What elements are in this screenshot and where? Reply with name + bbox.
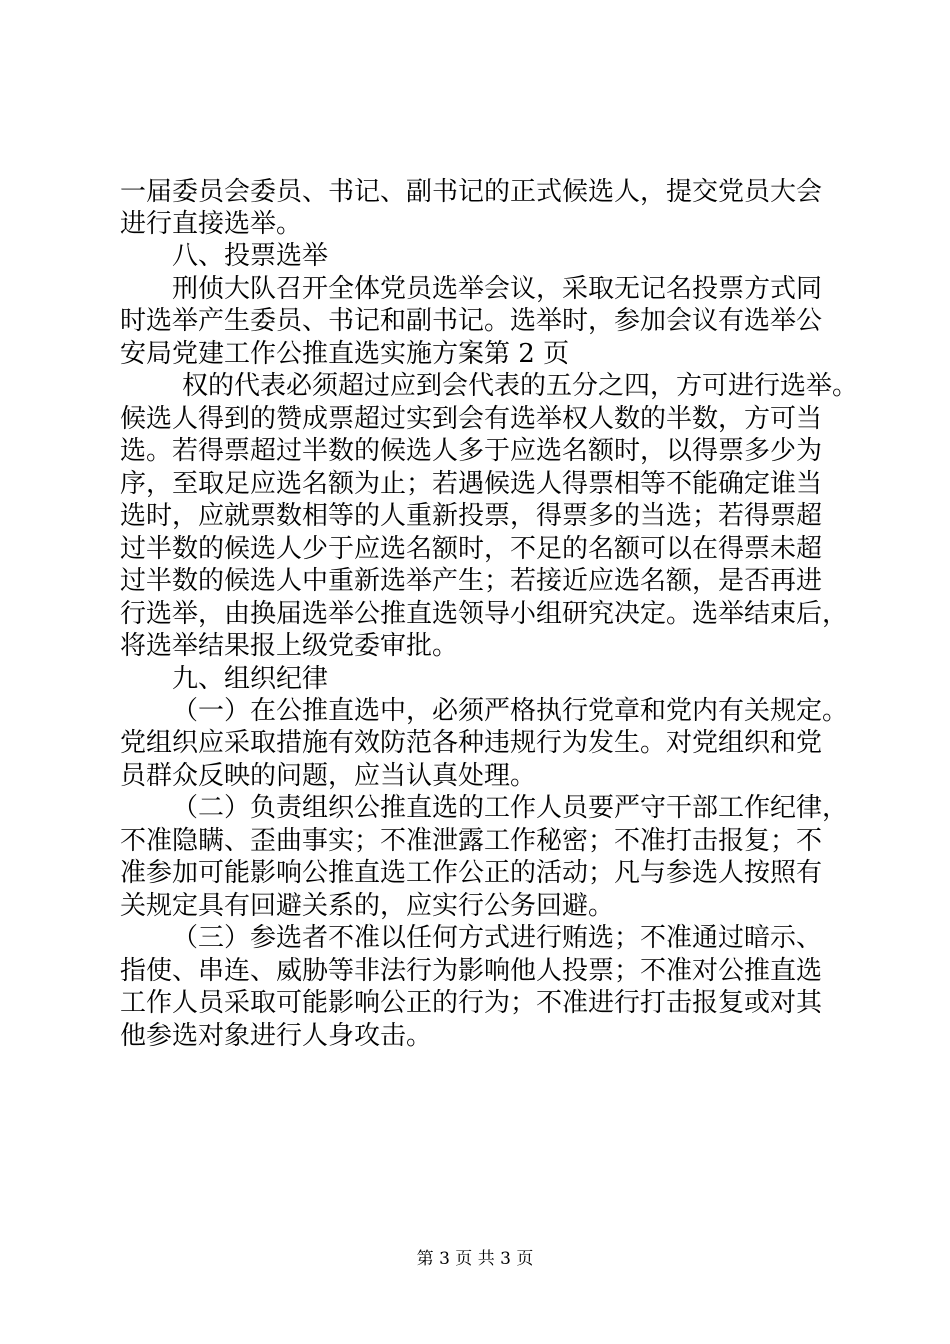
text-line: 党组织应采取措施有效防范各种违规行为发生。对党组织和党 xyxy=(120,728,823,758)
text-line: 时选举产生委员、书记和副书记。选举时，参加会议有选举公 xyxy=(120,306,823,336)
text-line: （二）负责组织公推直选的工作人员要严守干部工作纪律， xyxy=(172,793,849,823)
text-line: 工作人员采取可能影响公正的行为；不准进行打击报复或对其 xyxy=(120,988,823,1018)
text-line: （三）参选者不准以任何方式进行贿选；不准通过暗示、 xyxy=(172,923,823,953)
text-line: 序，至取足应选名额为止；若遇候选人得票相等不能确定谁当 xyxy=(120,469,823,499)
text-line: 权的代表必须超过应到会代表的五分之四，方可进行选举。 xyxy=(182,371,859,401)
text-line: 员群众反映的问题，应当认真处理。 xyxy=(120,761,537,791)
text-line: 关规定具有回避关系的，应实行公务回避。 xyxy=(120,891,615,921)
text-line: 选。若得票超过半数的候选人多于应选名额时，以得票多少为 xyxy=(120,436,823,466)
text-line: 安局党建工作公推直选实施方案第 2 页 xyxy=(120,339,570,369)
text-line: 将选举结果报上级党委审批。 xyxy=(120,631,459,661)
text-line: 指使、串连、威胁等非法行为影响他人投票；不准对公推直选 xyxy=(120,956,823,986)
text-line: 过半数的候选人中重新选举产生；若接近应选名额，是否再进 xyxy=(120,566,823,596)
text-line: 一届委员会委员、书记、副书记的正式候选人，提交党员大会 xyxy=(120,177,823,207)
text-line: （一）在公推直选中，必须严格执行党章和党内有关规定。 xyxy=(172,696,849,726)
text-line: 准参加可能影响公推直选工作公正的活动；凡与参选人按照有 xyxy=(120,858,823,888)
section-heading: 八、投票选举 xyxy=(172,241,329,271)
text-line: 不准隐瞒、歪曲事实；不准泄露工作秘密；不准打击报复；不 xyxy=(120,826,823,856)
text-line: 进行直接选举。 xyxy=(120,209,303,239)
page-footer: 第 3 页 共 3 页 xyxy=(416,1249,534,1269)
text-line: 刑侦大队召开全体党员选举会议，采取无记名投票方式同 xyxy=(172,274,823,304)
section-heading: 九、组织纪律 xyxy=(172,664,329,694)
text-line: 行选举，由换届选举公推直选领导小组研究决定。选举结束后， xyxy=(120,599,849,629)
text-line: 他参选对象进行人身攻击。 xyxy=(120,1021,433,1051)
text-line: 过半数的候选人少于应选名额时，不足的名额可以在得票未超 xyxy=(120,534,823,564)
text-line: 候选人得到的赞成票超过实到会有选举权人数的半数，方可当 xyxy=(120,404,823,434)
text-line: 选时，应就票数相等的人重新投票，得票多的当选；若得票超 xyxy=(120,501,823,531)
